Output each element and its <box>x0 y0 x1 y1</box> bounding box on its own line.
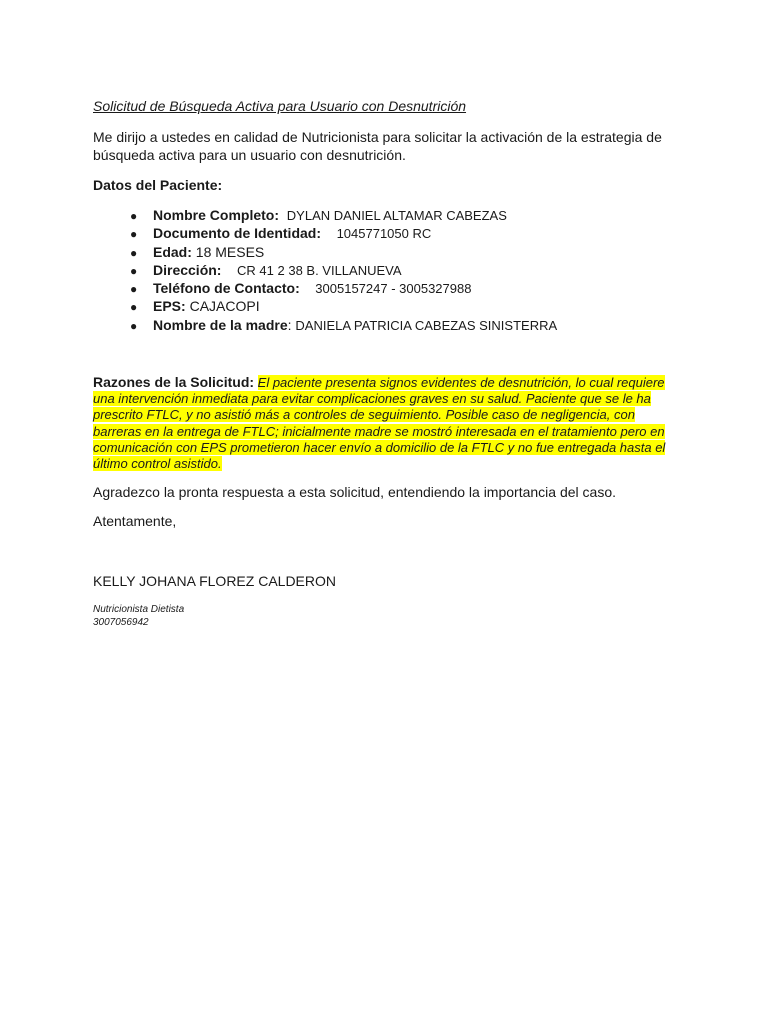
list-item-age <box>130 243 557 261</box>
intro-paragraph: Me dirijo a ustedes en calidad de Nutricionista para solicitar la activación de la estrategia de búsqueda activa para un usuario con desnutrición. <box>93 129 662 163</box>
id-value: 1045771050 RC <box>336 226 432 242</box>
list-item-name <box>130 206 557 224</box>
bullet-icon: ● <box>130 282 138 297</box>
signer-phone: 3007056942 <box>93 617 149 628</box>
reasons-text: El paciente presenta signos evidentes de desnutrición, lo cual requiere una intervención inmediata para evitar complicaciones graves en su salud. Paciente que se le ha prescrito FTLC, y no asistió más a controles de seguimiento. Posible caso de negligencia, con barreras en la entrega de FTLC; inicialmente madre se mostró interesada en el tratamiento pero en comunicación con EPS prometieron hacer envío a domicilio de la FTLC y no fue entregada hasta el último control asistido. <box>93 375 666 472</box>
document-title: Solicitud de Búsqueda Activa para Usuario con Desnutrición <box>93 98 467 114</box>
bullet-icon: ● <box>130 227 138 242</box>
eps-label: EPS: <box>153 298 186 315</box>
name-value: DYLAN DANIEL ALTAMAR CABEZAS <box>286 208 507 223</box>
address-label: Dirección: <box>153 261 222 278</box>
thanks-paragraph: Agradezco la pronta respuesta a esta solicitud, entendiendo la importancia del caso. <box>93 484 616 500</box>
list-item-mother: ● Nombre de la madre: DANIELA PATRICIA CABEZAS SINISTERRA <box>130 316 557 334</box>
list-item-address <box>130 261 557 279</box>
age-value: 18 MESES <box>195 243 265 260</box>
list-item-eps <box>130 297 557 315</box>
signer-name: KELLY JOHANA FLOREZ CALDERON <box>93 573 336 589</box>
bullet-icon: ● <box>130 209 138 223</box>
bullet-icon: ● <box>130 300 138 315</box>
signature-block <box>93 603 184 629</box>
phone-label: Teléfono de Contacto: <box>153 280 300 297</box>
address-value: CR 41 2 38 B. VILLANUEVA <box>237 262 402 278</box>
mother-label: Nombre de la madre <box>153 316 288 333</box>
phone-value: 3005157247 - 3005327988 <box>315 281 472 297</box>
bullet-icon: ● <box>130 318 138 333</box>
eps-value: CAJACOPI <box>189 298 260 315</box>
list-item-id <box>130 224 557 242</box>
age-label: Edad: <box>153 243 192 260</box>
id-label: Documento de Identidad: <box>153 225 321 242</box>
bullet-icon: ● <box>130 245 138 260</box>
patient-data-list <box>130 206 557 334</box>
mother-value: DANIELA PATRICIA CABEZAS SINISTERRA <box>295 317 558 333</box>
list-item-phone <box>130 279 557 297</box>
name-label: Nombre Completo: <box>153 207 279 223</box>
signer-role: Nutricionista Dietista <box>93 604 185 615</box>
reasons-label: Razones de la Solicitud: <box>93 374 255 390</box>
reasons-paragraph <box>93 374 683 472</box>
closing-text: Atentamente, <box>93 513 177 529</box>
patient-section-title: Datos del Paciente: <box>93 177 223 193</box>
bullet-icon: ● <box>130 263 138 278</box>
